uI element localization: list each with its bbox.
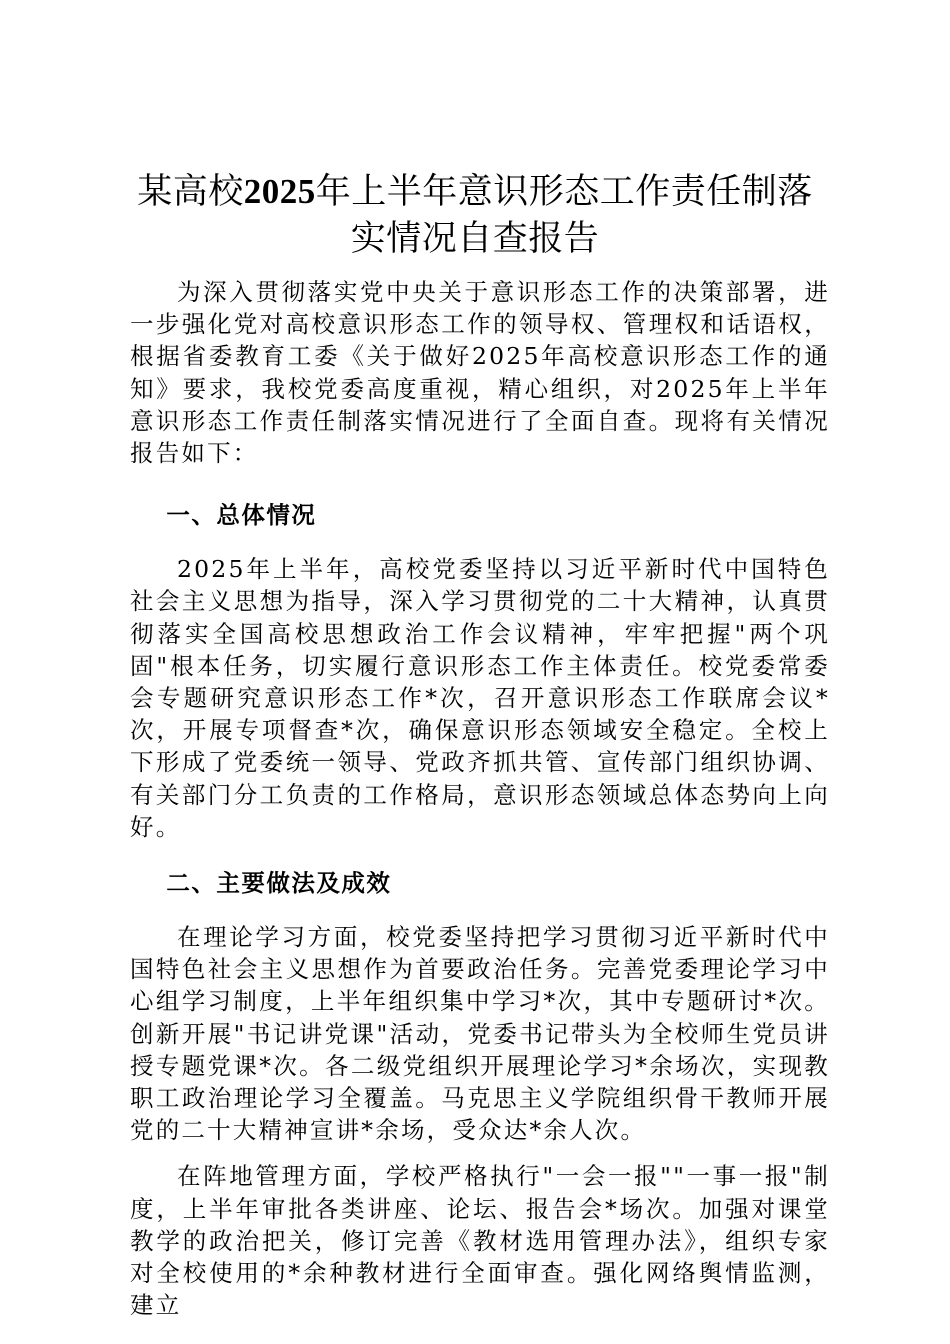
document-title: [120, 168, 830, 263]
theory-study-paragraph: 在理论学习方面，校党委坚持把学习贯彻习近平新时代中国特色社会主义思想作为首要政治任务。完善党委理论学习中心组学习制度，上半年组织集中学习*次，其中专题研讨*次。创新开展"书记讲党课"活动，党委书记带头为全校师生党员讲授专题党课*次。各二级党组织开展理论学习*余场次，实现教职工政治理论学习全覆盖。马克思主义学院组织骨干教师开展党的二十大精神宣讲*余场，受众达*余人次。: [130, 923, 830, 1145]
intro-paragraph: 为深入贯彻落实党中央关于意识形态工作的决策部署，进一步强化党对高校意识形态工作的领导权、管理权和话语权，根据省委教育工委《关于做好2025年高校意识形态工作的通知》要求，我校党委高度重视，精心组织，对2025年上半年意识形态工作责任制落实情况进行了全面自查。现将有关情况报告如下：: [130, 278, 830, 468]
document-body: [130, 276, 830, 1321]
position-management-paragraph: 在阵地管理方面，学校严格执行"一会一报""一事一报"制度，上半年审批各类讲座、论坛、报告会*场次。加强对课堂教学的政治把关，修订完善《教材选用管理办法》，组织专家对全校使用的*余种教材进行全面审查。强化网络舆情监测，建立: [130, 1162, 830, 1320]
title-prefix: 某高校: [137, 172, 244, 212]
section-heading-practices: 二、主要做法及成效: [166, 869, 392, 898]
title-rest: 年上半年意识形态工作责任制落实情况自查报告: [315, 172, 813, 259]
section-heading-overview: 一、总体情况: [166, 501, 317, 530]
title-year: 2025: [243, 172, 316, 211]
overview-paragraph: 2025年上半年，高校党委坚持以习近平新时代中国特色社会主义思想为指导，深入学习贯彻党的二十大精神，认真贯彻落实全国高校思想政治工作会议精神，牢牢把握"两个巩固"根本任务，切实履行意识形态工作主体责任。校党委常委会专题研究意识形态工作*次，召开意识形态工作联席会议*次，开展专项督查*次，确保意识形态领域安全稳定。全校上下形成了党委统一领导、党政齐抓共管、宣传部门组织协调、有关部门分工负责的工作格局，意识形态领域总体态势向上向好。: [130, 555, 830, 841]
